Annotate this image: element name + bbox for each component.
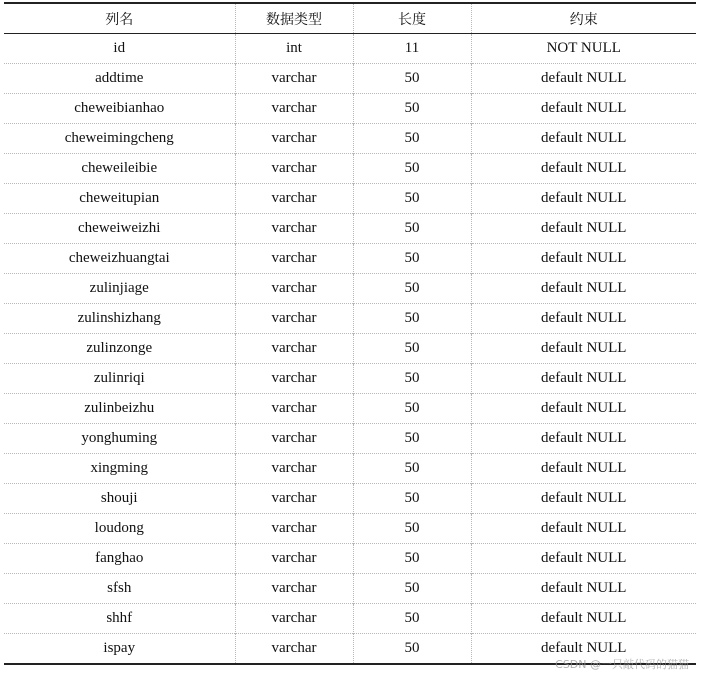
cell-length: 50 [353, 274, 471, 304]
header-row [4, 3, 696, 34]
cell-length: 50 [353, 424, 471, 454]
cell-data-type: varchar [235, 484, 353, 514]
cell-constraint: default NULL [471, 544, 696, 574]
table-row [4, 274, 696, 304]
header-constraint: 约束 [471, 3, 696, 34]
cell-length: 50 [353, 304, 471, 334]
cell-data-type: varchar [235, 94, 353, 124]
cell-column-name: xingming [4, 454, 235, 484]
table-body [4, 34, 696, 665]
cell-length: 50 [353, 94, 471, 124]
cell-constraint: default NULL [471, 604, 696, 634]
header-length: 长度 [353, 3, 471, 34]
table-row [4, 424, 696, 454]
cell-data-type: varchar [235, 394, 353, 424]
table-row [4, 214, 696, 244]
table-row [4, 34, 696, 64]
table-row [4, 334, 696, 364]
cell-length: 50 [353, 544, 471, 574]
schema-table [4, 2, 696, 665]
cell-column-name: cheweimingcheng [4, 124, 235, 154]
cell-data-type: varchar [235, 244, 353, 274]
cell-column-name: id [4, 34, 235, 64]
cell-length: 50 [353, 604, 471, 634]
cell-constraint: default NULL [471, 364, 696, 394]
table-row [4, 484, 696, 514]
table-row [4, 544, 696, 574]
cell-column-name: zulinriqi [4, 364, 235, 394]
cell-length: 50 [353, 214, 471, 244]
cell-data-type: varchar [235, 634, 353, 665]
cell-data-type: varchar [235, 544, 353, 574]
cell-constraint: default NULL [471, 304, 696, 334]
cell-constraint: default NULL [471, 124, 696, 154]
cell-data-type: varchar [235, 454, 353, 484]
table-row [4, 304, 696, 334]
cell-data-type: varchar [235, 574, 353, 604]
table-row [4, 184, 696, 214]
table-row [4, 364, 696, 394]
cell-constraint: default NULL [471, 274, 696, 304]
cell-column-name: zulinzonge [4, 334, 235, 364]
cell-data-type: varchar [235, 154, 353, 184]
cell-data-type: varchar [235, 214, 353, 244]
cell-length: 50 [353, 394, 471, 424]
cell-column-name: addtime [4, 64, 235, 94]
cell-data-type: varchar [235, 184, 353, 214]
cell-length: 50 [353, 244, 471, 274]
schema-table-container [4, 2, 696, 665]
cell-column-name: zulinshizhang [4, 304, 235, 334]
cell-column-name: shhf [4, 604, 235, 634]
cell-length: 50 [353, 184, 471, 214]
table-row [4, 604, 696, 634]
cell-length: 50 [353, 334, 471, 364]
table-header [4, 3, 696, 34]
cell-column-name: cheweileibie [4, 154, 235, 184]
cell-length: 50 [353, 454, 471, 484]
cell-column-name: ispay [4, 634, 235, 665]
cell-length: 50 [353, 634, 471, 665]
table-row [4, 514, 696, 544]
cell-data-type: varchar [235, 274, 353, 304]
cell-length: 11 [353, 34, 471, 64]
cell-column-name: loudong [4, 514, 235, 544]
cell-length: 50 [353, 154, 471, 184]
table-row [4, 154, 696, 184]
cell-constraint: default NULL [471, 424, 696, 454]
cell-column-name: cheweiweizhi [4, 214, 235, 244]
table-row [4, 574, 696, 604]
cell-length: 50 [353, 364, 471, 394]
cell-constraint: default NULL [471, 154, 696, 184]
cell-data-type: varchar [235, 124, 353, 154]
watermark: CSDN @一只敲代码的猫猫 [555, 658, 689, 671]
cell-data-type: varchar [235, 424, 353, 454]
cell-constraint: default NULL [471, 634, 696, 665]
cell-column-name: sfsh [4, 574, 235, 604]
cell-data-type: int [235, 34, 353, 64]
cell-data-type: varchar [235, 64, 353, 94]
table-row [4, 64, 696, 94]
cell-data-type: varchar [235, 364, 353, 394]
cell-constraint: default NULL [471, 394, 696, 424]
table-row [4, 394, 696, 424]
cell-column-name: cheweibianhao [4, 94, 235, 124]
cell-constraint: default NULL [471, 514, 696, 544]
cell-column-name: fanghao [4, 544, 235, 574]
table-row [4, 244, 696, 274]
cell-constraint: default NULL [471, 334, 696, 364]
cell-column-name: zulinjiage [4, 274, 235, 304]
cell-length: 50 [353, 484, 471, 514]
header-data-type: 数据类型 [235, 3, 353, 34]
cell-length: 50 [353, 124, 471, 154]
cell-column-name: yonghuming [4, 424, 235, 454]
cell-constraint: default NULL [471, 484, 696, 514]
cell-constraint: default NULL [471, 244, 696, 274]
cell-constraint: default NULL [471, 454, 696, 484]
cell-column-name: cheweitupian [4, 184, 235, 214]
cell-data-type: varchar [235, 514, 353, 544]
header-column-name: 列名 [4, 3, 235, 34]
cell-constraint: default NULL [471, 94, 696, 124]
cell-data-type: varchar [235, 604, 353, 634]
cell-constraint: NOT NULL [471, 34, 696, 64]
cell-column-name: shouji [4, 484, 235, 514]
cell-constraint: default NULL [471, 64, 696, 94]
cell-column-name: zulinbeizhu [4, 394, 235, 424]
table-row [4, 454, 696, 484]
cell-length: 50 [353, 64, 471, 94]
cell-constraint: default NULL [471, 184, 696, 214]
cell-constraint: default NULL [471, 574, 696, 604]
cell-data-type: varchar [235, 304, 353, 334]
table-row [4, 124, 696, 154]
cell-length: 50 [353, 514, 471, 544]
cell-length: 50 [353, 574, 471, 604]
cell-constraint: default NULL [471, 214, 696, 244]
cell-column-name: cheweizhuangtai [4, 244, 235, 274]
table-row [4, 94, 696, 124]
cell-data-type: varchar [235, 334, 353, 364]
